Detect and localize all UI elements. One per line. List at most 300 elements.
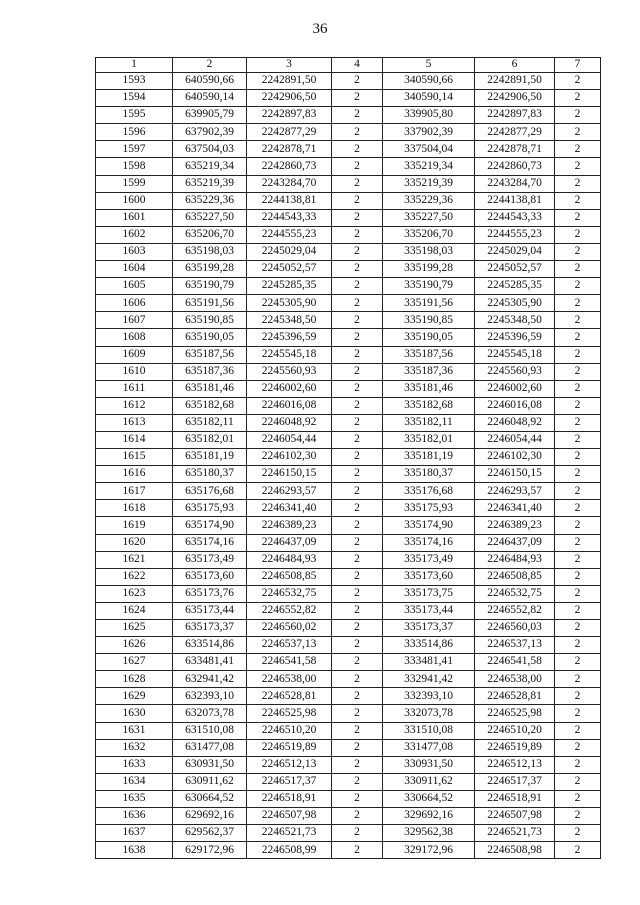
table-row <box>96 671 601 688</box>
coordinates-table <box>95 57 601 859</box>
table-cell: 2 <box>555 380 601 397</box>
table-cell: 2246538,00 <box>475 671 555 688</box>
table-cell: 2246507,98 <box>475 808 555 825</box>
table-cell: 335173,75 <box>383 585 475 602</box>
table-cell: 1626 <box>96 637 173 654</box>
table-cell: 2246528,81 <box>475 688 555 705</box>
table-cell: 2 <box>555 363 601 380</box>
table-cell: 2246002,60 <box>247 380 332 397</box>
table-cell: 1634 <box>96 773 173 790</box>
table-cell: 2 <box>555 773 601 790</box>
table-cell: 1615 <box>96 449 173 466</box>
table-cell: 1595 <box>96 107 173 124</box>
table-header-row <box>96 58 601 73</box>
table-cell: 635227,50 <box>173 209 247 226</box>
table-row <box>96 295 601 312</box>
table-cell: 2 <box>555 688 601 705</box>
table-cell: 2245545,18 <box>475 346 555 363</box>
table-row <box>96 90 601 107</box>
table-cell: 2 <box>332 620 383 637</box>
table-cell: 635174,16 <box>173 534 247 551</box>
table-cell: 632941,42 <box>173 671 247 688</box>
table-cell: 2 <box>555 466 601 483</box>
table-cell: 2246525,98 <box>475 705 555 722</box>
table-cell: 2246519,89 <box>475 739 555 756</box>
table-cell: 2244138,81 <box>247 192 332 209</box>
table-cell: 2 <box>332 175 383 192</box>
table-cell: 1625 <box>96 620 173 637</box>
table-cell: 1599 <box>96 175 173 192</box>
table-cell: 2 <box>555 654 601 671</box>
table-cell: 1609 <box>96 346 173 363</box>
table-cell: 630664,52 <box>173 790 247 807</box>
table-cell: 2 <box>332 363 383 380</box>
table-cell: 2242897,83 <box>475 107 555 124</box>
table-cell: 2 <box>555 175 601 192</box>
table-row <box>96 346 601 363</box>
table-cell: 2246150,15 <box>247 466 332 483</box>
table-cell: 2 <box>332 295 383 312</box>
table-row <box>96 790 601 807</box>
table-cell: 2246518,91 <box>247 790 332 807</box>
table-cell: 335175,93 <box>383 500 475 517</box>
table-cell: 2 <box>332 808 383 825</box>
table-cell: 631477,08 <box>173 739 247 756</box>
table-cell: 333514,86 <box>383 637 475 654</box>
table-cell: 2 <box>332 124 383 141</box>
table-cell: 1600 <box>96 192 173 209</box>
table-cell: 337504,04 <box>383 141 475 158</box>
table-cell: 2246507,98 <box>247 808 332 825</box>
table-cell: 2244555,23 <box>475 226 555 243</box>
table-cell: 335219,34 <box>383 158 475 175</box>
table-cell: 2246537,13 <box>247 637 332 654</box>
table-cell: 1610 <box>96 363 173 380</box>
table-cell: 335173,44 <box>383 602 475 619</box>
table-cell: 1623 <box>96 585 173 602</box>
table-cell: 635175,93 <box>173 500 247 517</box>
table-cell: 2246525,98 <box>247 705 332 722</box>
table-cell: 2246521,73 <box>247 825 332 842</box>
table-cell: 2246512,13 <box>247 756 332 773</box>
table-cell: 2 <box>332 705 383 722</box>
table-cell: 2246532,75 <box>247 585 332 602</box>
table-cell: 2246510,20 <box>475 722 555 739</box>
table-cell: 2246537,13 <box>475 637 555 654</box>
table-row <box>96 158 601 175</box>
table-row <box>96 756 601 773</box>
table-row <box>96 620 601 637</box>
table-cell: 2246532,75 <box>475 585 555 602</box>
table-cell: 335190,05 <box>383 329 475 346</box>
table-cell: 330664,52 <box>383 790 475 807</box>
table-row <box>96 278 601 295</box>
table-row <box>96 483 601 500</box>
table-cell: 335181,46 <box>383 380 475 397</box>
table-cell: 2 <box>332 517 383 534</box>
table-cell: 1636 <box>96 808 173 825</box>
table-cell: 2 <box>332 825 383 842</box>
table-cell: 2 <box>332 585 383 602</box>
table-cell: 331477,08 <box>383 739 475 756</box>
table-row <box>96 602 601 619</box>
table-cell: 1603 <box>96 243 173 260</box>
table-cell: 2246102,30 <box>475 449 555 466</box>
table-cell: 2 <box>555 158 601 175</box>
table-cell: 1637 <box>96 825 173 842</box>
table-cell: 2 <box>332 107 383 124</box>
table-cell: 2246048,92 <box>247 414 332 431</box>
table-cell: 1612 <box>96 397 173 414</box>
table-row <box>96 654 601 671</box>
table-row <box>96 243 601 260</box>
table-cell: 2242878,71 <box>247 141 332 158</box>
table-cell: 335182,11 <box>383 414 475 431</box>
table-cell: 2 <box>555 739 601 756</box>
table-cell: 630931,50 <box>173 756 247 773</box>
table-cell: 1596 <box>96 124 173 141</box>
table-cell: 335206,70 <box>383 226 475 243</box>
table-cell: 2246048,92 <box>475 414 555 431</box>
table-cell: 1633 <box>96 756 173 773</box>
table-row <box>96 688 601 705</box>
page-number: 36 <box>312 21 328 37</box>
table-cell: 2246508,85 <box>475 568 555 585</box>
table-cell: 635182,68 <box>173 397 247 414</box>
table-cell: 339905,80 <box>383 107 475 124</box>
table-cell: 1638 <box>96 842 173 859</box>
table-cell: 2245285,35 <box>247 278 332 295</box>
table-cell: 2246002,60 <box>475 380 555 397</box>
table-cell: 2242897,83 <box>247 107 332 124</box>
table-row <box>96 500 601 517</box>
table-cell: 1606 <box>96 295 173 312</box>
table-cell: 1597 <box>96 141 173 158</box>
table-cell: 2246541,58 <box>247 654 332 671</box>
table-cell: 1598 <box>96 158 173 175</box>
table-row <box>96 842 601 859</box>
table-cell: 2 <box>332 466 383 483</box>
table-cell: 335181,19 <box>383 449 475 466</box>
table-cell: 2246293,57 <box>247 483 332 500</box>
table-cell: 1605 <box>96 278 173 295</box>
table-cell: 2 <box>332 756 383 773</box>
table-cell: 2 <box>332 654 383 671</box>
table-cell: 2243284,70 <box>475 175 555 192</box>
table-cell: 2242906,50 <box>247 90 332 107</box>
table-cell: 637902,39 <box>173 124 247 141</box>
table-cell: 640590,14 <box>173 90 247 107</box>
table-cell: 2 <box>555 124 601 141</box>
table-cell: 2245285,35 <box>475 278 555 295</box>
table-cell: 2 <box>555 500 601 517</box>
table-cell: 2 <box>555 483 601 500</box>
table-cell: 633514,86 <box>173 637 247 654</box>
table-cell: 2246552,82 <box>247 602 332 619</box>
table-cell: 335219,39 <box>383 175 475 192</box>
table-cell: 2246508,85 <box>247 568 332 585</box>
table-cell: 340590,66 <box>383 73 475 90</box>
table-row <box>96 705 601 722</box>
table-cell: 2 <box>332 90 383 107</box>
table-cell: 2 <box>332 329 383 346</box>
table-cell: 1619 <box>96 517 173 534</box>
table-cell: 335229,36 <box>383 192 475 209</box>
table-cell: 2245545,18 <box>247 346 332 363</box>
table-cell: 2246102,30 <box>247 449 332 466</box>
table-cell: 2 <box>332 500 383 517</box>
table-cell: 2246150,15 <box>475 466 555 483</box>
table-cell: 2 <box>555 226 601 243</box>
table-row <box>96 141 601 158</box>
table-cell: 2246517,37 <box>247 773 332 790</box>
table-cell: 2 <box>555 141 601 158</box>
table-cell: 2246560,02 <box>247 620 332 637</box>
table-cell: 635182,01 <box>173 431 247 448</box>
table-cell: 2 <box>332 278 383 295</box>
table-cell: 2242860,73 <box>475 158 555 175</box>
table-cell: 335174,90 <box>383 517 475 534</box>
table-cell: 2246389,23 <box>247 517 332 534</box>
table-cell: 2 <box>332 739 383 756</box>
table-cell: 2245560,93 <box>247 363 332 380</box>
table-row <box>96 722 601 739</box>
table-cell: 2246508,99 <box>247 842 332 859</box>
table-cell: 2 <box>555 517 601 534</box>
table-cell: 640590,66 <box>173 73 247 90</box>
table-cell: 1617 <box>96 483 173 500</box>
table-cell: 2242891,50 <box>247 73 332 90</box>
table-cell: 2245029,04 <box>475 243 555 260</box>
table-cell: 2 <box>555 842 601 859</box>
table-cell: 635173,37 <box>173 620 247 637</box>
table-cell: 2 <box>555 192 601 209</box>
table-cell: 635181,46 <box>173 380 247 397</box>
table-cell: 2 <box>555 90 601 107</box>
table-cell: 2246341,40 <box>475 500 555 517</box>
table-row <box>96 466 601 483</box>
table-cell: 332073,78 <box>383 705 475 722</box>
table-cell: 2245305,90 <box>247 295 332 312</box>
table-row <box>96 107 601 124</box>
table-cell: 2 <box>332 671 383 688</box>
table-cell: 2246528,81 <box>247 688 332 705</box>
column-header: 6 <box>475 58 555 73</box>
table-cell: 2 <box>555 295 601 312</box>
table-cell: 2246519,89 <box>247 739 332 756</box>
table-cell: 335182,68 <box>383 397 475 414</box>
table-row <box>96 261 601 278</box>
table-cell: 2242891,50 <box>475 73 555 90</box>
table-row <box>96 414 601 431</box>
table-cell: 1628 <box>96 671 173 688</box>
table-cell: 1635 <box>96 790 173 807</box>
table-cell: 635190,05 <box>173 329 247 346</box>
table-cell: 635187,56 <box>173 346 247 363</box>
table-cell: 2 <box>555 825 601 842</box>
table-cell: 2 <box>332 637 383 654</box>
table-cell: 335173,60 <box>383 568 475 585</box>
table-row <box>96 397 601 414</box>
table-cell: 2246552,82 <box>475 602 555 619</box>
table-cell: 329172,96 <box>383 842 475 859</box>
table-cell: 635190,85 <box>173 312 247 329</box>
table-cell: 1627 <box>96 654 173 671</box>
table-cell: 635173,76 <box>173 585 247 602</box>
table-cell: 2246512,13 <box>475 756 555 773</box>
table-cell: 2 <box>332 380 383 397</box>
table-cell: 2 <box>332 158 383 175</box>
table-cell: 2 <box>555 431 601 448</box>
table-cell: 635191,56 <box>173 295 247 312</box>
table-cell: 335173,37 <box>383 620 475 637</box>
table-cell: 2245052,57 <box>247 261 332 278</box>
table-cell: 635182,11 <box>173 414 247 431</box>
table-cell: 2245560,93 <box>475 363 555 380</box>
table-cell: 2 <box>332 773 383 790</box>
table-cell: 332393,10 <box>383 688 475 705</box>
table-cell: 335199,28 <box>383 261 475 278</box>
table-cell: 1621 <box>96 551 173 568</box>
table-cell: 1616 <box>96 466 173 483</box>
table-cell: 335180,37 <box>383 466 475 483</box>
table-cell: 335227,50 <box>383 209 475 226</box>
table-cell: 2246054,44 <box>475 431 555 448</box>
table-cell: 632393,10 <box>173 688 247 705</box>
table-cell: 1630 <box>96 705 173 722</box>
table-cell: 335176,68 <box>383 483 475 500</box>
table-row <box>96 534 601 551</box>
table-cell: 335190,79 <box>383 278 475 295</box>
table-cell: 2 <box>332 534 383 551</box>
table-cell: 2242877,29 <box>475 124 555 141</box>
table-cell: 2244543,33 <box>247 209 332 226</box>
table-cell: 2 <box>332 688 383 705</box>
table-cell: 2244138,81 <box>475 192 555 209</box>
table-cell: 2 <box>555 261 601 278</box>
table-cell: 2 <box>555 790 601 807</box>
table-cell: 2 <box>332 73 383 90</box>
table-row <box>96 585 601 602</box>
table-cell: 1613 <box>96 414 173 431</box>
table-cell: 2 <box>555 722 601 739</box>
table-cell: 2 <box>332 722 383 739</box>
table-cell: 635180,37 <box>173 466 247 483</box>
table-cell: 2 <box>332 842 383 859</box>
table-cell: 2 <box>555 585 601 602</box>
column-header: 3 <box>247 58 332 73</box>
table-cell: 2 <box>332 431 383 448</box>
table-cell: 1624 <box>96 602 173 619</box>
column-header: 4 <box>332 58 383 73</box>
table-cell: 331510,08 <box>383 722 475 739</box>
table-row <box>96 808 601 825</box>
table-cell: 2 <box>332 449 383 466</box>
table-cell: 2 <box>332 551 383 568</box>
table-cell: 2 <box>332 346 383 363</box>
table-cell: 2 <box>555 568 601 585</box>
table-cell: 2242860,73 <box>247 158 332 175</box>
table-cell: 335198,03 <box>383 243 475 260</box>
table-row <box>96 329 601 346</box>
table-cell: 630911,62 <box>173 773 247 790</box>
column-header: 2 <box>173 58 247 73</box>
table-cell: 2 <box>555 329 601 346</box>
table-cell: 2 <box>332 312 383 329</box>
table-cell: 2246541,58 <box>475 654 555 671</box>
table-cell: 635174,90 <box>173 517 247 534</box>
table-cell: 2 <box>555 449 601 466</box>
table-row <box>96 175 601 192</box>
table-cell: 337902,39 <box>383 124 475 141</box>
table-row <box>96 517 601 534</box>
table-cell: 1622 <box>96 568 173 585</box>
table-cell: 2 <box>332 226 383 243</box>
table-cell: 1602 <box>96 226 173 243</box>
table-row <box>96 637 601 654</box>
table-cell: 340590,14 <box>383 90 475 107</box>
table-cell: 2246341,40 <box>247 500 332 517</box>
table-cell: 2244543,33 <box>475 209 555 226</box>
table-cell: 1594 <box>96 90 173 107</box>
table-cell: 632073,78 <box>173 705 247 722</box>
column-header: 5 <box>383 58 475 73</box>
table-cell: 2 <box>332 602 383 619</box>
table-cell: 635173,60 <box>173 568 247 585</box>
table-cell: 2 <box>555 551 601 568</box>
table-cell: 2 <box>332 483 383 500</box>
table-cell: 2246437,09 <box>247 534 332 551</box>
table-cell: 1614 <box>96 431 173 448</box>
table-row <box>96 209 601 226</box>
table-cell: 635206,70 <box>173 226 247 243</box>
table-cell: 2 <box>555 602 601 619</box>
table-row <box>96 739 601 756</box>
table-cell: 2246016,08 <box>475 397 555 414</box>
table-cell: 2 <box>555 346 601 363</box>
table-row <box>96 431 601 448</box>
table-cell: 335173,49 <box>383 551 475 568</box>
table-cell: 629172,96 <box>173 842 247 859</box>
table-cell: 2 <box>332 568 383 585</box>
column-header: 1 <box>96 58 173 73</box>
table-cell: 635181,19 <box>173 449 247 466</box>
table-cell: 2 <box>555 278 601 295</box>
table-cell: 1632 <box>96 739 173 756</box>
table-row <box>96 124 601 141</box>
table-cell: 2 <box>332 192 383 209</box>
table-cell: 2 <box>332 414 383 431</box>
table-cell: 635199,28 <box>173 261 247 278</box>
table-cell: 2 <box>332 243 383 260</box>
table-cell: 2 <box>555 107 601 124</box>
table-cell: 2246484,93 <box>475 551 555 568</box>
table-row <box>96 312 601 329</box>
table-cell: 2246518,91 <box>475 790 555 807</box>
table-row <box>96 363 601 380</box>
table-cell: 2246293,57 <box>475 483 555 500</box>
table-cell: 2246560,03 <box>475 620 555 637</box>
table-cell: 2242906,50 <box>475 90 555 107</box>
table-cell: 2 <box>332 261 383 278</box>
table-cell: 629562,37 <box>173 825 247 842</box>
table-cell: 2 <box>555 637 601 654</box>
table-cell: 635187,36 <box>173 363 247 380</box>
table-cell: 2245396,59 <box>247 329 332 346</box>
table-cell: 1620 <box>96 534 173 551</box>
table-cell: 332941,42 <box>383 671 475 688</box>
table-cell: 637504,03 <box>173 141 247 158</box>
